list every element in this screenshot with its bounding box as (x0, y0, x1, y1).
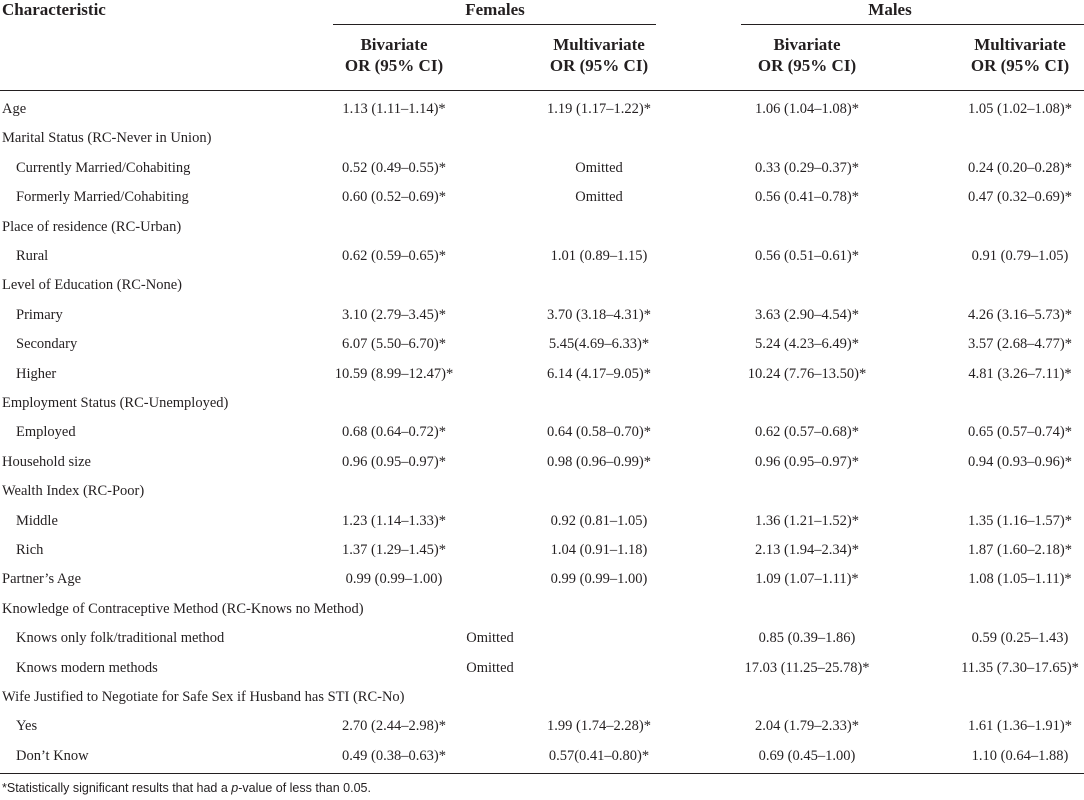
header-m-bivariate: Bivariate (773, 35, 841, 54)
table-row (0, 389, 1084, 418)
cell-male-bivariate: 2.13 (1.94–2.34)* (755, 542, 859, 558)
table-row (0, 712, 1084, 741)
cell-male-multivariate: 1.61 (1.36–1.91)* (968, 718, 1072, 735)
row-label: Level of Education (RC-None) (2, 277, 182, 294)
row-label: Knows only folk/traditional method (16, 630, 225, 647)
cell-male-multivariate: 3.57 (2.68–4.77)* (968, 336, 1072, 353)
table-row (0, 683, 1084, 712)
cell-female-multivariate: 0.64 (0.58–0.70)* (547, 424, 651, 441)
cell-female-multivariate: 1.99 (1.74–2.28)* (547, 718, 651, 735)
row-label: Middle (16, 512, 58, 529)
cell-female-multivariate: 6.14 (4.17–9.05)* (547, 365, 651, 382)
cell-female-multivariate: 5.45(4.69–6.33)* (548, 336, 650, 353)
table-row (0, 301, 1084, 330)
row-label: Wife Justified to Negotiate for Safe Sex if Husband has STI (RC-No) (2, 689, 405, 705)
header-females: Females (465, 0, 525, 19)
row-label: Place of residence (RC-Urban) (2, 218, 182, 235)
cell-male-multivariate: 11.35 (7.30–17.65)* (961, 659, 1079, 676)
cell-female-bivariate: 6.07 (5.50–6.70)* (342, 336, 446, 353)
row-label: Employment Status (RC-Unemployed) (2, 395, 229, 411)
cell-male-bivariate: 0.96 (0.95–0.97)* (755, 453, 859, 470)
header-f-multivariate: Multivariate (553, 35, 645, 54)
table-row (0, 477, 1084, 506)
cell-female-bivariate: 0.68 (0.64–0.72)* (342, 424, 446, 441)
cell-male-multivariate: 4.26 (3.16–5.73)* (968, 306, 1072, 323)
males-group-rule (741, 24, 1084, 25)
cell-male-multivariate: 1.10 (0.64–1.88) (971, 747, 1069, 764)
table-row (0, 448, 1084, 477)
cell-male-multivariate: 0.59 (0.25–1.43) (971, 630, 1069, 647)
table-row (0, 742, 1084, 771)
cell-male-multivariate: 1.05 (1.02–1.08)* (968, 101, 1072, 117)
cell-female-multivariate: 1.01 (0.89–1.15) (550, 248, 648, 264)
cell-female-multivariate: 0.98 (0.96–0.99)* (547, 453, 651, 470)
row-label: Secondary (16, 336, 78, 353)
cell-female-multivariate: 0.57(0.41–0.80)* (548, 747, 650, 764)
cell-female-bivariate: 2.70 (2.44–2.98)* (342, 718, 446, 735)
header-m-multivariate-or: OR (95% CI) (970, 56, 1070, 75)
row-label: Currently Married/Cohabiting (16, 159, 191, 176)
row-label: Knows modern methods (16, 659, 158, 676)
cell-female-bivariate: 10.59 (8.99–12.47)* (334, 365, 454, 382)
cell-male-bivariate: 17.03 (11.25–25.78)* (744, 659, 870, 676)
cell-female-multivariate: 0.99 (0.99–1.00) (550, 571, 648, 588)
row-label: Rural (16, 248, 49, 264)
cell-male-multivariate: 4.81 (3.26–7.11)* (968, 365, 1072, 382)
cell-male-multivariate: 1.08 (1.05–1.11)* (968, 571, 1072, 588)
header-m-multivariate: Multivariate (974, 35, 1066, 54)
footnote-after: -value of less than 0.05. (238, 781, 371, 795)
row-label: Employed (16, 424, 76, 441)
table-row (0, 95, 1084, 124)
header-m-bivariate-or: OR (95% CI) (757, 56, 857, 75)
row-label: Higher (16, 365, 57, 382)
cell-male-multivariate: 0.91 (0.79–1.05) (971, 248, 1069, 264)
cell-female-bivariate: 0.96 (0.95–0.97)* (342, 453, 446, 470)
table-row (0, 536, 1084, 565)
cell-female-bivariate: 0.99 (0.99–1.00) (345, 571, 443, 588)
header-f-bivariate: Bivariate (360, 35, 428, 54)
footnote-italic: p (231, 781, 239, 795)
cell-male-multivariate: 1.87 (1.60–2.18)* (968, 542, 1072, 558)
row-label: Household size (2, 453, 91, 470)
table-row (0, 154, 1084, 183)
row-label: Wealth Index (RC-Poor) (2, 483, 145, 500)
cell-male-bivariate: 2.04 (1.79–2.33)* (755, 718, 859, 735)
footnote-before: *Statistically significant results that had a (2, 781, 232, 795)
cell-female-bivariate: 0.62 (0.59–0.65)* (342, 248, 446, 264)
cell-female-bivariate: 1.37 (1.29–1.45)* (342, 542, 446, 558)
cell-male-bivariate: 0.62 (0.57–0.68)* (755, 424, 859, 441)
cell-male-bivariate: 0.85 (0.39–1.86) (758, 630, 856, 647)
table-row (0, 213, 1084, 242)
cell-male-bivariate: 1.36 (1.21–1.52)* (755, 512, 859, 529)
cell-female-bivariate: 0.52 (0.49–0.55)* (342, 159, 446, 176)
row-label: Primary (16, 306, 63, 323)
females-group-rule (333, 24, 656, 25)
cell-male-bivariate: 1.06 (1.04–1.08)* (755, 101, 859, 117)
cell-female-bivariate: 0.49 (0.38–0.63)* (342, 747, 446, 764)
cell-female-omitted: Omitted (466, 659, 514, 676)
cell-male-multivariate: 0.65 (0.57–0.74)* (968, 424, 1072, 441)
cell-male-multivariate: 0.94 (0.93–0.96)* (968, 453, 1072, 470)
header-bottom-rule (0, 90, 1084, 91)
cell-female-bivariate: 1.13 (1.11–1.14)* (342, 101, 446, 117)
table-bottom-rule (0, 773, 1084, 774)
row-label: Knowledge of Contraceptive Method (RC-Knows no Method) (2, 600, 364, 617)
table-row (0, 124, 1084, 153)
footnote (2, 780, 371, 796)
cell-female-multivariate: 1.04 (0.91–1.18) (550, 542, 648, 558)
row-label: Yes (16, 718, 38, 735)
cell-male-bivariate: 1.09 (1.07–1.11)* (755, 571, 859, 588)
table-row (0, 271, 1084, 300)
table-row (0, 565, 1084, 594)
cell-male-bivariate: 0.56 (0.51–0.61)* (755, 248, 859, 264)
table-row (0, 242, 1084, 271)
table-row (0, 624, 1084, 653)
cell-female-multivariate: Omitted (575, 159, 623, 176)
cell-male-bivariate: 0.69 (0.45–1.00) (758, 747, 856, 764)
header-f-bivariate-or: OR (95% CI) (344, 56, 444, 75)
row-label: Partner’s Age (2, 571, 82, 588)
header-f-multivariate-or: OR (95% CI) (549, 56, 649, 75)
table-row (0, 360, 1084, 389)
row-label: Don’t Know (16, 747, 89, 764)
table-row (0, 595, 1084, 624)
cell-male-bivariate: 0.33 (0.29–0.37)* (755, 159, 859, 176)
table-row (0, 507, 1084, 536)
row-label: Rich (16, 542, 44, 558)
cell-female-multivariate: 1.19 (1.17–1.22)* (547, 101, 651, 117)
cell-male-multivariate: 1.35 (1.16–1.57)* (968, 512, 1072, 529)
header-males: Males (868, 0, 912, 19)
row-label: Formerly Married/Cohabiting (16, 189, 189, 206)
table-row (0, 183, 1084, 212)
table-row (0, 418, 1084, 447)
cell-male-bivariate: 0.56 (0.41–0.78)* (755, 189, 859, 206)
cell-male-bivariate: 3.63 (2.90–4.54)* (755, 306, 859, 323)
cell-female-bivariate: 0.60 (0.52–0.69)* (342, 189, 446, 206)
cell-female-bivariate: 3.10 (2.79–3.45)* (342, 306, 446, 323)
cell-male-bivariate: 10.24 (7.76–13.50)* (747, 365, 867, 382)
cell-male-multivariate: 0.47 (0.32–0.69)* (968, 189, 1072, 206)
cell-female-multivariate: Omitted (575, 189, 623, 206)
cell-female-multivariate: 0.92 (0.81–1.05) (550, 512, 648, 529)
header-characteristic: Characteristic (2, 0, 106, 19)
cell-male-multivariate: 0.24 (0.20–0.28)* (968, 159, 1072, 176)
cell-male-bivariate: 5.24 (4.23–6.49)* (755, 336, 859, 353)
table-row (0, 330, 1084, 359)
row-label: Marital Status (RC-Never in Union) (2, 130, 212, 147)
cell-female-omitted: Omitted (466, 630, 514, 647)
cell-female-multivariate: 3.70 (3.18–4.31)* (547, 306, 651, 323)
row-label: Age (2, 101, 27, 117)
table-row (0, 654, 1084, 683)
cell-female-bivariate: 1.23 (1.14–1.33)* (342, 512, 446, 529)
